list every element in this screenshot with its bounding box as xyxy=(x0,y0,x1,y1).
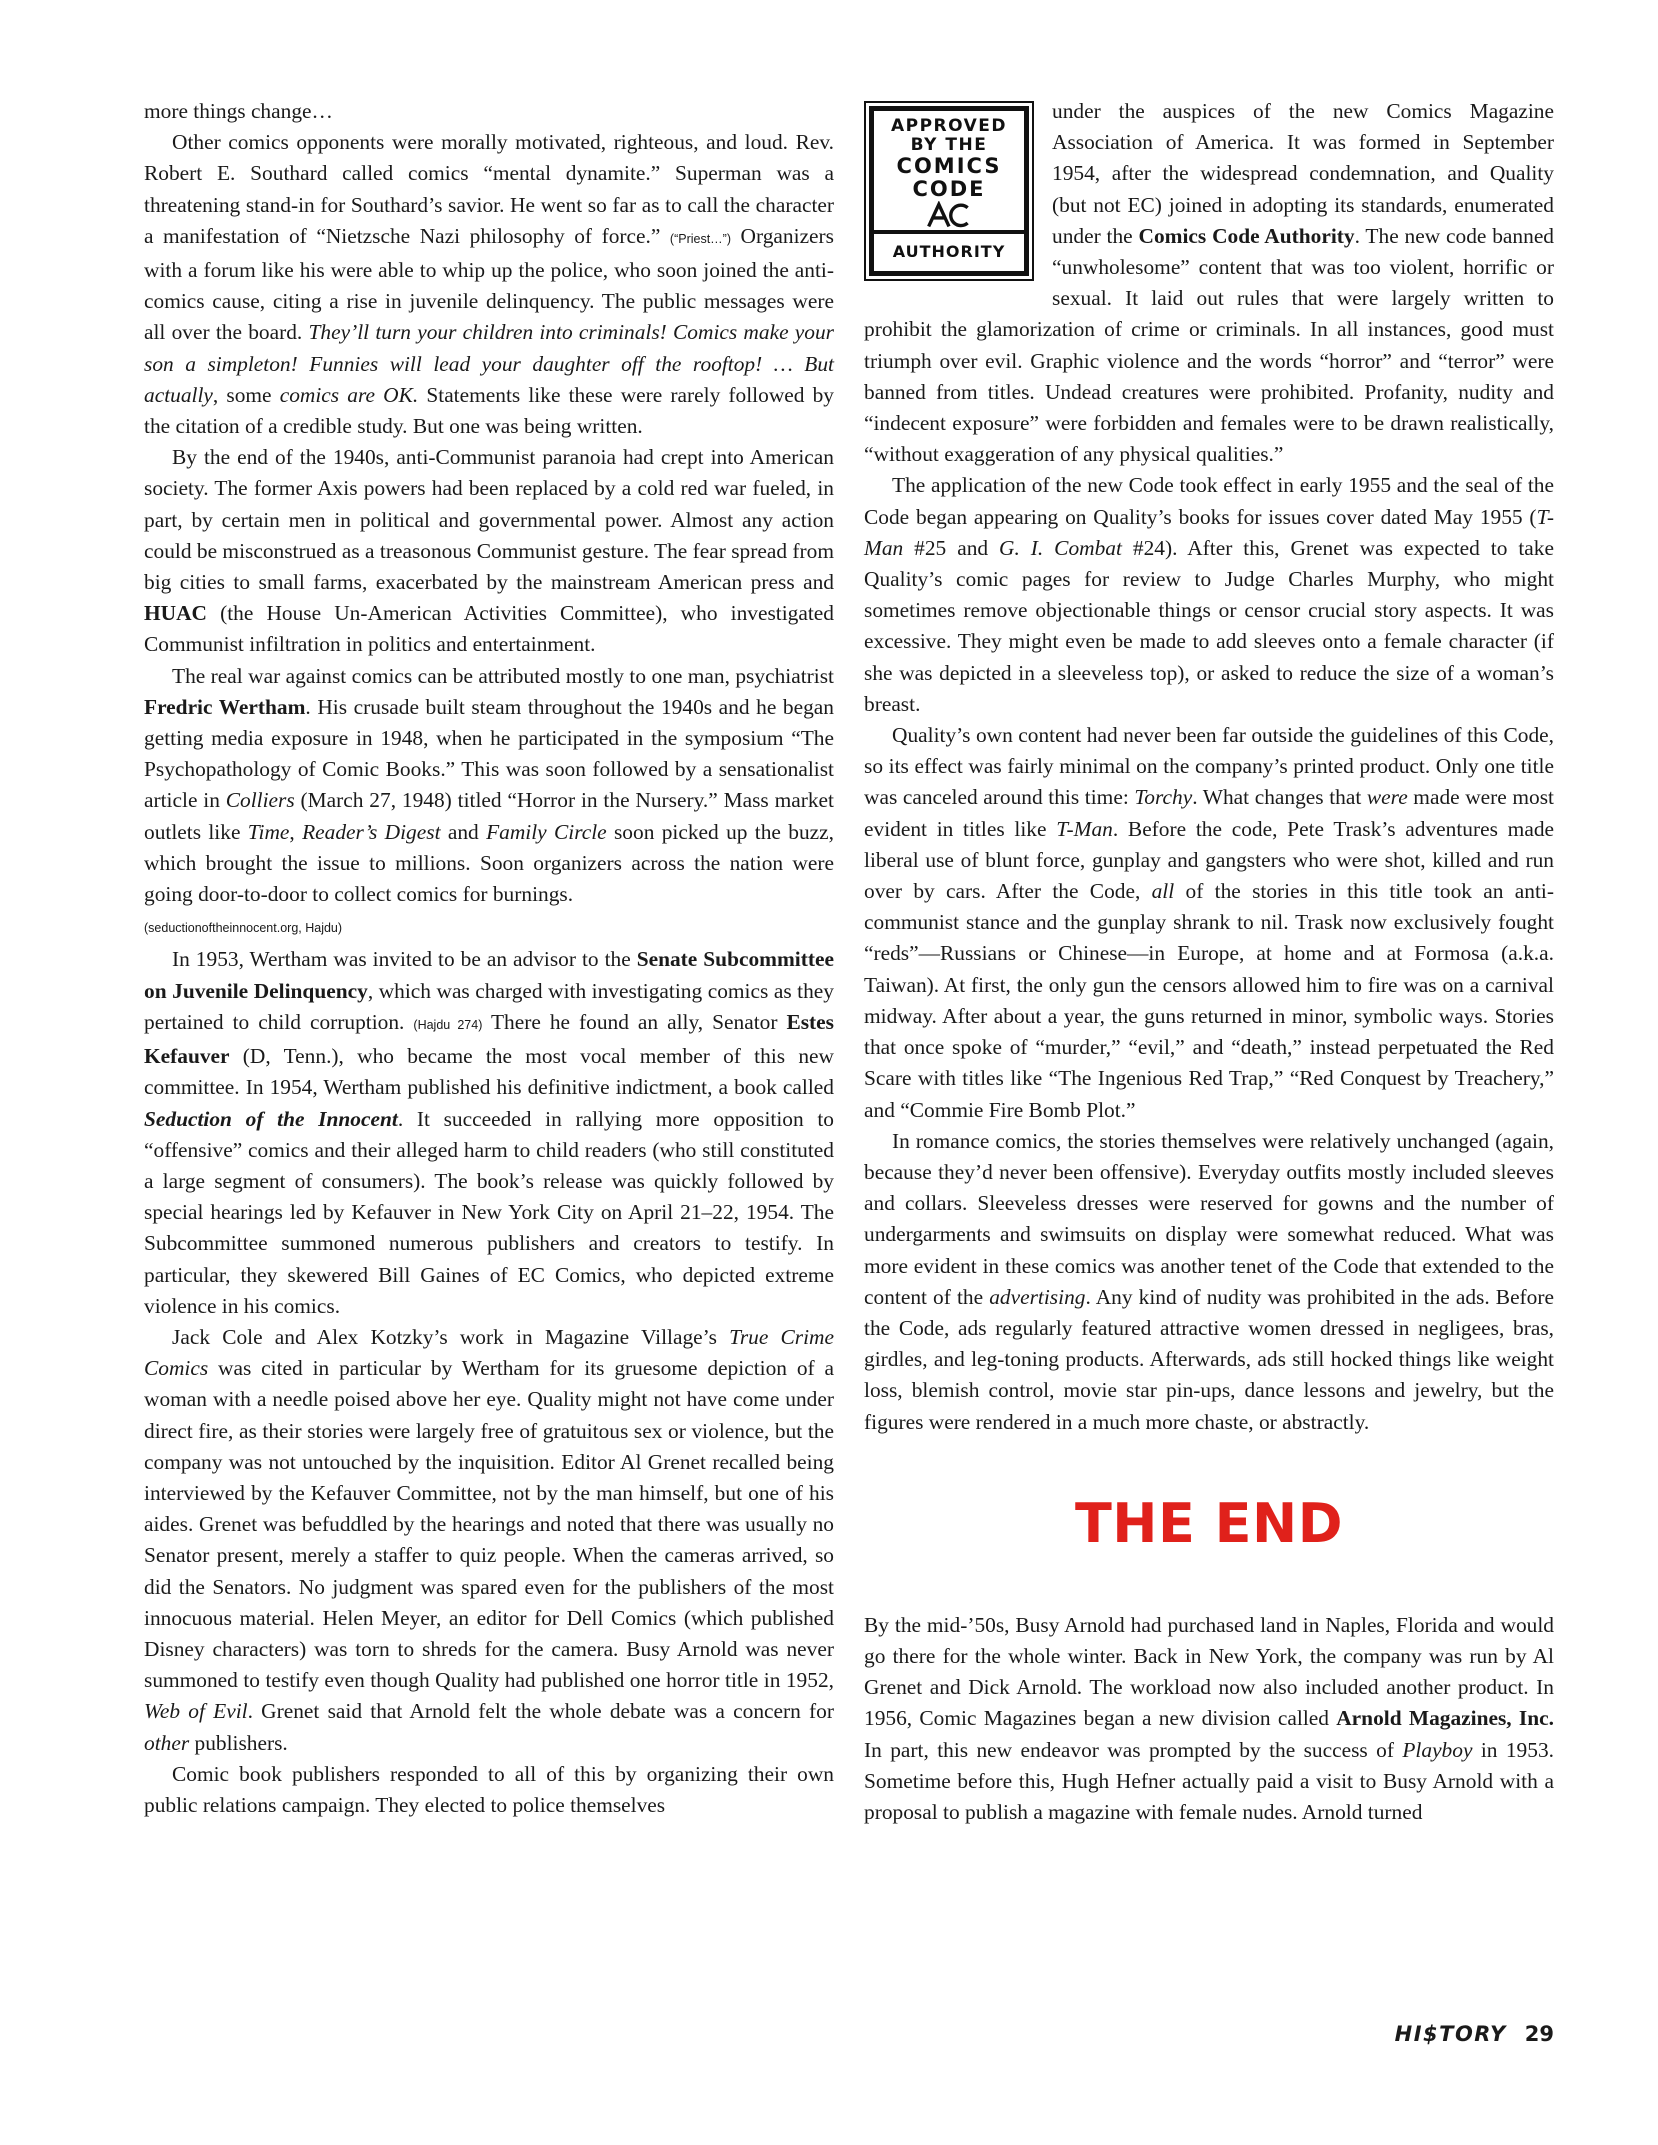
paragraph: Comic book publishers responded to all of this by organizing their own public relations campaign. They elected to police themselves xyxy=(144,1761,834,1817)
citation: (“Priest…”) xyxy=(669,231,732,246)
citation: (Hajdu 274) xyxy=(413,1017,483,1032)
section-heading: THE END xyxy=(1074,1491,1344,1555)
paragraph: more things change… xyxy=(144,99,333,123)
section-label: HI$TORY xyxy=(1394,2022,1507,2046)
page-footer xyxy=(1395,2022,1554,2046)
paragraph: Jack Cole and Alex Kotzky’s work in Magazine Village’s True Crime Comics was cited in particular by Wertham for its gruesome depiction of a woman with a needle poised above her eye. Quality might not have come under direct fire, as their stories were largely free of gratuitous sex or violence, but the company was not untouched by the inquisition. Editor Al Grenet recalled being interviewed by the Kefauver Committee, not by the man himself, but one of his aides. Grenet was befuddled by the hearings and noted that there was usually no Senator present, merely a staffer to quiz people. When the cameras arrived, so did the Senators. No judgment was spared even for the publishers of the most innocuous material. Helen Meyer, an editor for Dell Comics (which published Disney characters) was torn to shreds for the camera. Busy Arnold was never summoned to testify even though Quality had published one horror title in 1952, Web of Evil. Grenet said that Arnold felt the whole debate was a concern for other publishers. xyxy=(144,1324,835,1755)
paragraph: By the end of the 1940s, anti-Communist paranoia had crept into American society. The former Axis powers had been replaced by a cold red war fueled, in part, by certain men in political and governmental power. Almost any action could be misconstrued as a treasonous Communist gesture. The fear spread from big cities to small farms, exacerbated by the mainstream American press and HUAC (the House Un-American Activities Committee), who investigated Communist infiltration in politics and entertainment. xyxy=(144,445,834,657)
citation: (seductionoftheinnocent.org, Hajdu) xyxy=(144,921,343,936)
paragraph: Other comics opponents were morally motivated, righteous, and loud. Rev. Robert E. Southard called comics “mental dynamite.” Superman was a threatening stand-in for Southard’s savior. He went so far as to call the character a manifestation of “Nietzsche Nazi philosophy of force.” (“Priest…”) Organizers with a forum like his were able to whip up the police, who soon joined the anti-comics cause, citing a rise in juvenile delinquency. The public messages were all over the board. They’ll turn your children into criminals! Comics make your son a simpleton! Funnies will lead your daughter off the rooftop! … But actually, some comics are OK. Statements like these were rarely followed by the citation of a credible study. But one was being written. xyxy=(144,130,835,439)
paragraph: In romance comics, the stories themselves were relatively unchanged (again, because they’d never been offensive). Everyday outfits mostly included sleeves and collars. Sleeveless dresses were reserved for gowns and the number of undergarments and swimsuits on display were somewhat reduced. What was more evident in these comics was another tenet of the Code that extended to the content of the advertising. Any kind of nudity was prohibited in the ads. Before the Code, ads regularly featured attractive women dressed in negligees, bras, girdles, and leg-toning products. Afterwards, ads still hocked things like weight loss, blemish control, movie star pin-ups, dance lessons and jewelry, but the figures were rendered in a much more chaste, or abstractly. xyxy=(864,1128,1554,1434)
right-column xyxy=(864,96,1554,1828)
comics-code-seal: APPROVED BY THE COMICS CODE AUTHORITY xyxy=(864,100,1034,282)
paragraph: By the mid-’50s, Busy Arnold had purchased land in Naples, Florida and would go there for the whole winter. Back in New York, the company was run by Al Grenet and Dick Arnold. The workload now also included another product. In 1956, Comic Magazines began a new division called Arnold Magazines, Inc. In part, this new endeavor was prompted by the success of Playboy in 1953. Sometime before this, Hugh Hefner actually paid a visit to Busy Arnold with a proposal to publish a magazine with female nudes. Arnold turned xyxy=(864,1612,1554,1824)
paragraph: Quality’s own content had never been far outside the guidelines of this Code, so its effect was fairly minimal on the company’s printed product. Only one title was canceled around this time: Torchy. What changes that were made were most evident in titles like T-Man. Before the code, Pete Trask’s adventures made liberal use of blunt force, gunplay and gangsters who were shot, killed and run over by cars. After the Code, all of the stories in this title took an anti-communist stance and the gunplay shrank to nil. Trask now exclusively fought “reds”—Russians or Chinese—in Europe, at home and at Formosa (a.k.a. Taiwan). At first, the only gun the censors allowed him to fire was on a carnival midway. After about a year, the guns returned in minor, symbolic ways. Stories that once spoke of “murder,” “evil,” and “death,” instead perpetuated the Red Scare with titles like “The Ingenious Red Trap,” “Red Conquest by Treachery,” and “Commie Fire Bomb Plot.” xyxy=(864,723,1555,1122)
paragraph: In 1953, Wertham was invited to be an advisor to the Senate Subcommittee on Juvenile Delinquency, which was charged with investigating comics as they pertained to child corruption. (Hajdu 274) There he found an ally, Senator Estes Kefauver (D, Tenn.), who became the most vocal member of this new committee. In 1954, Wertham published his definitive indictment, a book called Seduction of the Innocent. It succeeded in rallying more opposition to “offensive” comics and their alleged harm to child readers (who still constituted a large segment of consumers). The book’s release was quickly followed by special hearings led by Kefauver in New York City on April 21–22, 1954. The Subcommittee summoned numerous publishers and creators to testify. In particular, they skewered Bill Gaines of EC Comics, who depicted extreme violence in his comics. xyxy=(144,947,834,1318)
paragraph: under the auspices of the new Comics Magazine Association of America. It was formed in September 1954, after the widespread condemnation, and Quality (but not EC) joined in adopting its standards, enumerated under the Comics Code Authority. The new code banned “unwholesome” content that was too violent, horrific or sexual. It laid out rules that were largely written to prohibit the glamorization of crime or criminals. In all instances, good must triumph over evil. Graphic violence and the words “horror” and “terror” were banned from titles. Undead creatures were prohibited. Profanity, nudity and “indecent exposure” were forbidden and females were to be drawn realistically, “without exaggeration of any physical qualities.” xyxy=(864,99,1555,467)
ca-logo-icon xyxy=(919,201,979,230)
paragraph: The application of the new Code took effect in early 1955 and the seal of the Code began appearing on Quality’s books for issues cover dated May 1955 (T-Man #25 and G. I. Combat #24). After this, Grenet was expected to take Quality’s comic pages for review to Judge Charles Murphy, who might sometimes remove objectionable things or censor crucial story aspects. It was excessive. They might even be made to add sleeves onto a female character (if she was depicted in a sleeveless top), or asked to reduce the size of a woman’s breast. xyxy=(864,473,1554,716)
left-column xyxy=(144,96,834,1821)
paragraph: The real war against comics can be attributed mostly to one man, psychiatrist Fredric Wertham. His crusade built steam throughout the 1940s and he began getting media exposure in 1948, when he participated in the symposium “The Psychopathology of Comic Books.” This was soon followed by a sensationalist article in Colliers (March 27, 1948) titled “Horror in the Nursery.” Mass market outlets like Time, Reader’s Digest and Family Circle soon picked up the buzz, which brought the issue to millions. Soon organizers across the nation were going door-to-door to collect comics for burnings. (seductionoftheinnocent.org, Hajdu) xyxy=(144,663,834,936)
page-number: 29 xyxy=(1524,2022,1554,2046)
